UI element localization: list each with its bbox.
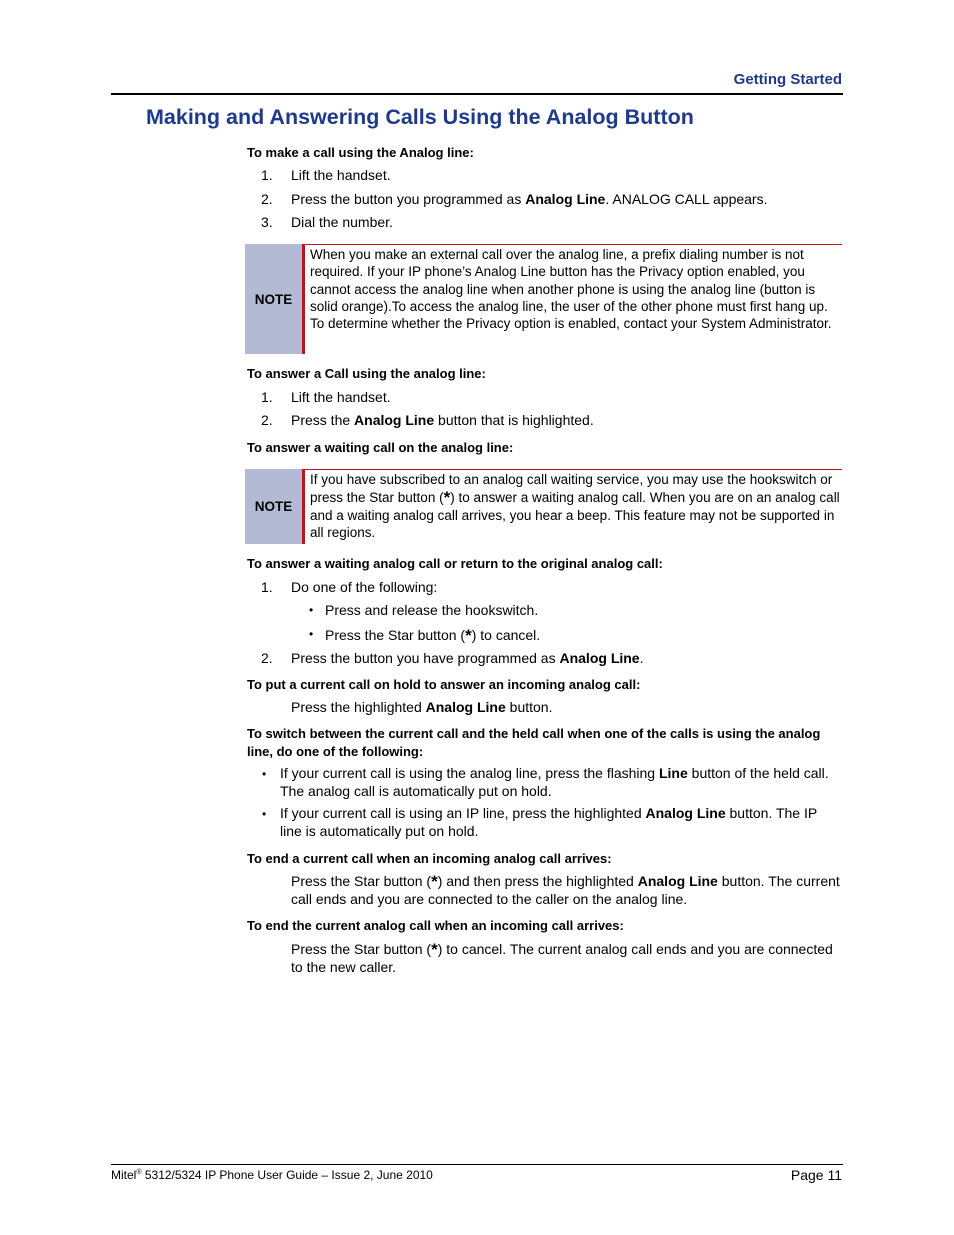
hold-call-heading: To put a current call on hold to answer an incoming analog call: — [247, 677, 641, 692]
bullet: • — [262, 807, 267, 821]
waiting-call-heading: To answer a waiting call on the analog line: — [247, 440, 514, 455]
note-text: When you make an external call over the analog line, a prefix dialing number is not required. If your IP phone’s Analog Line button has the Privacy option enabled, you cannot access the analog line when another phone is using the analog line (button is solid orange).To access the analog line, the user of the other phone must first hang up. To determine whether the Privacy option is enabled, contact your System Administrator. — [310, 247, 832, 332]
note-label: NOTE — [245, 244, 302, 354]
end-incoming-heading: To end a current call when an incoming analog call arrives: — [247, 851, 612, 866]
note-box — [245, 469, 842, 544]
return-bullet-1: Press and release the hookswitch. — [325, 602, 539, 618]
list-number: 2. — [261, 191, 273, 207]
star-symbol: * — [443, 488, 451, 508]
make-call-heading: To make a call using the Analog line: — [247, 145, 474, 160]
list-number: 1. — [261, 389, 273, 405]
answer-step-1: Lift the handset. — [291, 389, 391, 405]
footer-rule — [111, 1164, 843, 1165]
answer-call-heading: To answer a Call using the analog line: — [247, 366, 486, 381]
list-number: 1. — [261, 167, 273, 183]
footer-doc-title: Mitel® 5312/5324 IP Phone User Guide – Issue 2, June 2010 — [111, 1168, 433, 1182]
end-current-heading: To end the current analog call when an incoming call arrives: — [247, 918, 624, 933]
running-header: Getting Started — [733, 71, 842, 88]
list-number: 2. — [261, 650, 273, 666]
switch-call-heading: To switch between the current call and the held call when one of the calls is using the analog line, do one of the following: — [247, 726, 821, 759]
return-bullet-2: Press the Star button (*) to cancel. — [325, 626, 541, 645]
list-number: 1. — [261, 579, 273, 595]
note-top-rule — [305, 244, 842, 245]
bullet: • — [262, 767, 267, 781]
switch-bullet-1: If your current call is using the analog line, press the flashing Line button of the held call. The analog call is automatically put on hold. — [280, 765, 829, 799]
end-incoming-text: Press the Star button (*) and then press the highlighted Analog Line button. The current call ends and you are connected to the caller on the analog line. — [291, 872, 840, 907]
bullet: • — [309, 603, 314, 617]
make-step-1: Lift the handset. — [291, 167, 391, 183]
star-symbol: * — [465, 626, 472, 645]
make-step-2: Press the button you programmed as Analog Line. ANALOG CALL appears. — [291, 191, 768, 207]
hold-text: Press the highlighted Analog Line button. — [291, 699, 553, 715]
list-number: 3. — [261, 214, 273, 230]
switch-bullet-2: If your current call is using an IP line, press the highlighted Analog Line button. The IP line is automatically put on hold. — [280, 805, 817, 839]
page-title: Making and Answering Calls Using the Analog Button — [146, 105, 694, 129]
note-box — [245, 244, 842, 354]
note-text: If you have subscribed to an analog call waiting service, you may use the hookswitch or press the Star button (*) to answer a waiting analog call. When you are on an analog call and a waiting analog call arrives, you hear a beep. This feature may not be supported in all regions. — [310, 472, 840, 540]
make-step-3: Dial the number. — [291, 214, 393, 230]
list-number: 2. — [261, 412, 273, 428]
answer-step-2: Press the Analog Line button that is highlighted. — [291, 412, 594, 428]
return-step-1: Do one of the following: — [291, 579, 438, 595]
note-label: NOTE — [245, 469, 302, 544]
note-accent-bar — [302, 469, 305, 544]
star-symbol: * — [431, 872, 438, 891]
return-step-2: Press the button you have programmed as Analog Line. — [291, 650, 644, 666]
header-rule — [111, 93, 843, 95]
return-call-heading: To answer a waiting analog call or return to the original analog call: — [247, 556, 663, 571]
note-top-rule — [305, 469, 842, 470]
note-accent-bar — [302, 244, 305, 354]
page-number: Page 11 — [790, 1167, 842, 1183]
end-current-text: Press the Star button (*) to cancel. The current analog call ends and you are connected to the new caller. — [291, 940, 833, 975]
bullet: • — [309, 627, 314, 641]
star-symbol: * — [431, 940, 438, 959]
